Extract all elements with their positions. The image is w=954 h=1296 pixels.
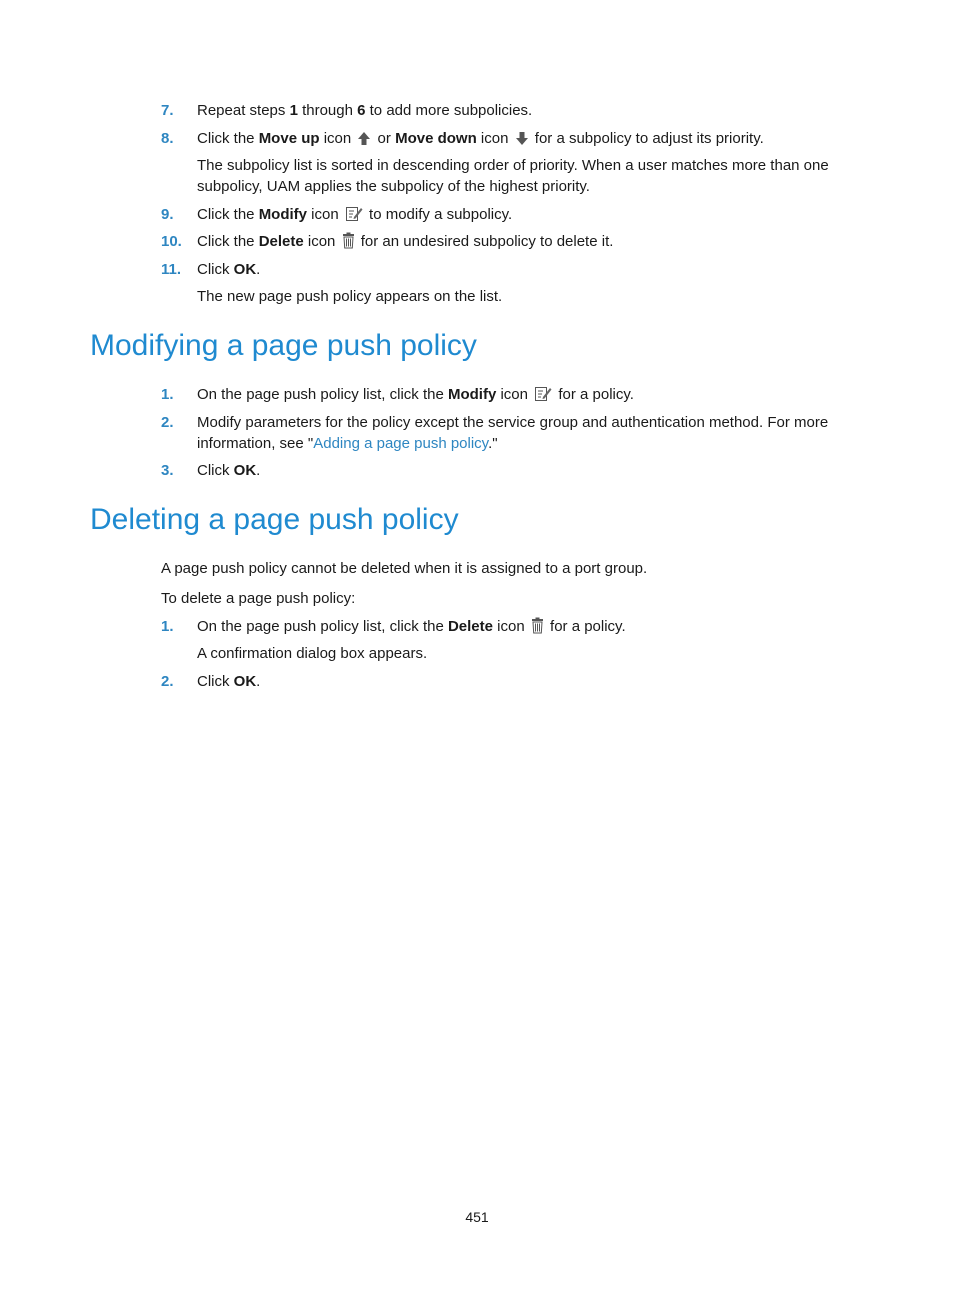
step-bold: Move down (395, 130, 477, 147)
delete-icon (531, 617, 544, 640)
delete-step-1-note: A confirmation dialog box appears. (197, 645, 428, 662)
step-7 (161, 100, 866, 121)
modify-step-3 (161, 460, 866, 481)
modify-icon (534, 385, 552, 408)
step-text: for a subpolicy to adjust its priority. (530, 130, 764, 147)
step-10 (161, 231, 866, 255)
move-up-icon (357, 131, 371, 152)
delete-intro-1: A page push policy cannot be deleted when it is assigned to a port group. (161, 560, 648, 577)
step-bold: 1 (289, 102, 298, 119)
step-text: On the page push policy list, click the (197, 386, 448, 403)
step-8 (161, 128, 866, 152)
step-text: icon (303, 233, 340, 250)
step-text: to add more subpolicies. (365, 102, 533, 119)
step-number: 7. (161, 102, 174, 119)
step-bold: OK (233, 462, 257, 479)
step-text: to modify a subpolicy. (364, 206, 513, 223)
move-down-icon (515, 131, 529, 152)
step-text: icon (493, 618, 529, 635)
step-bold: Move up (258, 130, 320, 147)
delete-intro-2: To delete a page push policy: (161, 590, 356, 607)
step-number: 9. (161, 206, 174, 223)
step-text: for a policy. (545, 618, 626, 635)
step-text: icon (476, 130, 513, 147)
section-heading-modify: Modifying a page push policy (90, 329, 477, 362)
step-number: 8. (161, 130, 174, 147)
step-number: 3. (161, 462, 174, 479)
step-text: Click the (197, 206, 259, 223)
step-text: icon (319, 130, 356, 147)
page-number: 451 (465, 1209, 489, 1225)
step-text: Click the (197, 130, 259, 147)
step-text: Click (197, 462, 234, 479)
step-bold: Modify (258, 206, 308, 223)
step-text: Repeat steps (197, 102, 290, 119)
step-text: for a policy. (554, 386, 634, 403)
step-8-note: The subpolicy list is sorted in descending order of priority. When a user matches more than one subpolicy, UAM applies the subpolicy of the highest priority. (197, 157, 829, 195)
step-number: 11. (161, 261, 182, 278)
step-number: 1. (161, 618, 174, 635)
step-text: Click the (197, 233, 259, 250)
delete-step-1 (161, 616, 866, 640)
adding-page-push-policy-link[interactable]: Adding a page push policy (313, 435, 489, 452)
step-text: icon (307, 206, 343, 223)
step-text: icon (496, 386, 533, 403)
step-bold: OK (233, 261, 257, 278)
step-text: ." (488, 435, 498, 452)
modify-icon (345, 205, 363, 228)
step-number: 1. (161, 386, 174, 403)
step-bold: Modify (447, 386, 497, 403)
delete-step-2 (161, 671, 866, 692)
step-text: or (373, 130, 396, 147)
delete-icon (342, 232, 355, 255)
step-bold: 6 (357, 102, 366, 119)
step-text: Click (197, 673, 234, 690)
step-text: . (256, 261, 261, 278)
step-text: . (256, 462, 261, 479)
step-text: for an undesired subpolicy to delete it. (356, 233, 614, 250)
step-text: . (256, 673, 261, 690)
step-text: through (297, 102, 358, 119)
step-text: On the page push policy list, click the (197, 618, 448, 635)
step-text: Modify parameters for the policy except the service group and authentication method. For more information, see " (197, 414, 829, 452)
step-number: 2. (161, 673, 174, 690)
step-bold: OK (233, 673, 257, 690)
section-heading-delete: Deleting a page push policy (90, 503, 459, 536)
step-number: 2. (161, 414, 174, 431)
step-11-note: The new page push policy appears on the list. (197, 288, 503, 305)
modify-step-2 (161, 412, 866, 454)
modify-step-1 (161, 384, 866, 408)
step-bold: Delete (447, 618, 493, 635)
step-number: 10. (161, 233, 182, 250)
step-bold: Delete (258, 233, 304, 250)
step-11 (161, 259, 866, 280)
step-text: Click (197, 261, 234, 278)
step-9 (161, 204, 866, 228)
